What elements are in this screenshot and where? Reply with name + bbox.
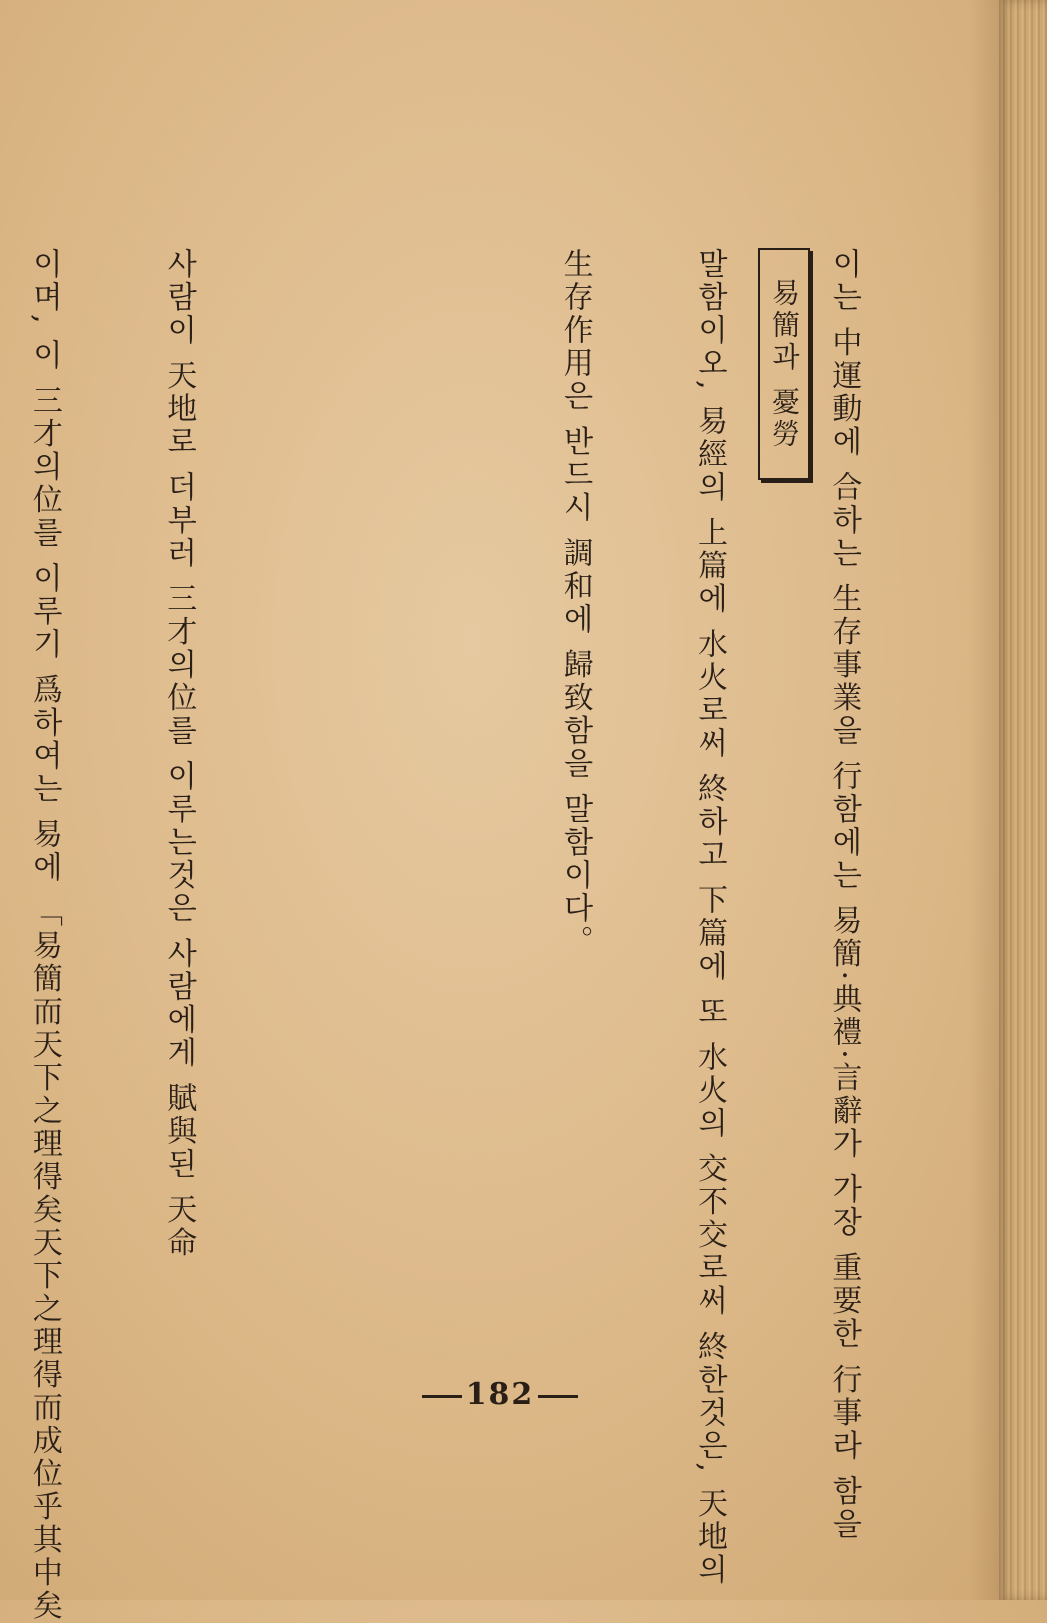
page-gutter-shadow <box>969 0 999 1600</box>
text-line: 이는 中運動에 合하는 生存事業을 行함에는 易簡·典禮·言辭가 가장 重要한 行事라 함을 <box>826 248 862 1541</box>
text-line: 生存作用은 반드시 調和에 歸致함을 말함이다。 <box>557 248 593 959</box>
page-number-dash-right <box>538 1395 578 1398</box>
page-number-dash-left <box>422 1395 462 1398</box>
page-number <box>0 1377 1000 1412</box>
section-heading-text: 易簡과 憂勞 <box>768 277 801 451</box>
text-line: 말함이오, 易經의 上篇에 水火로써 終하고 下篇에 또 水火의 交不交로써 終한것은, 天地의 <box>692 248 728 1587</box>
text-line: 이며, 이 三才의位를 이루기 爲하여는 易에 「易簡而天下之理得矣天下之理得而成位乎其中矣 <box>26 248 62 1623</box>
page-number-text: 182 <box>465 1377 535 1412</box>
page-edge <box>999 0 1047 1600</box>
section-heading <box>758 248 810 480</box>
text-line: 사람이 天地로 더부러 三才의位를 이루는것은 사람에게 賦與된 天命 <box>161 248 197 1260</box>
body-text <box>0 248 955 1623</box>
